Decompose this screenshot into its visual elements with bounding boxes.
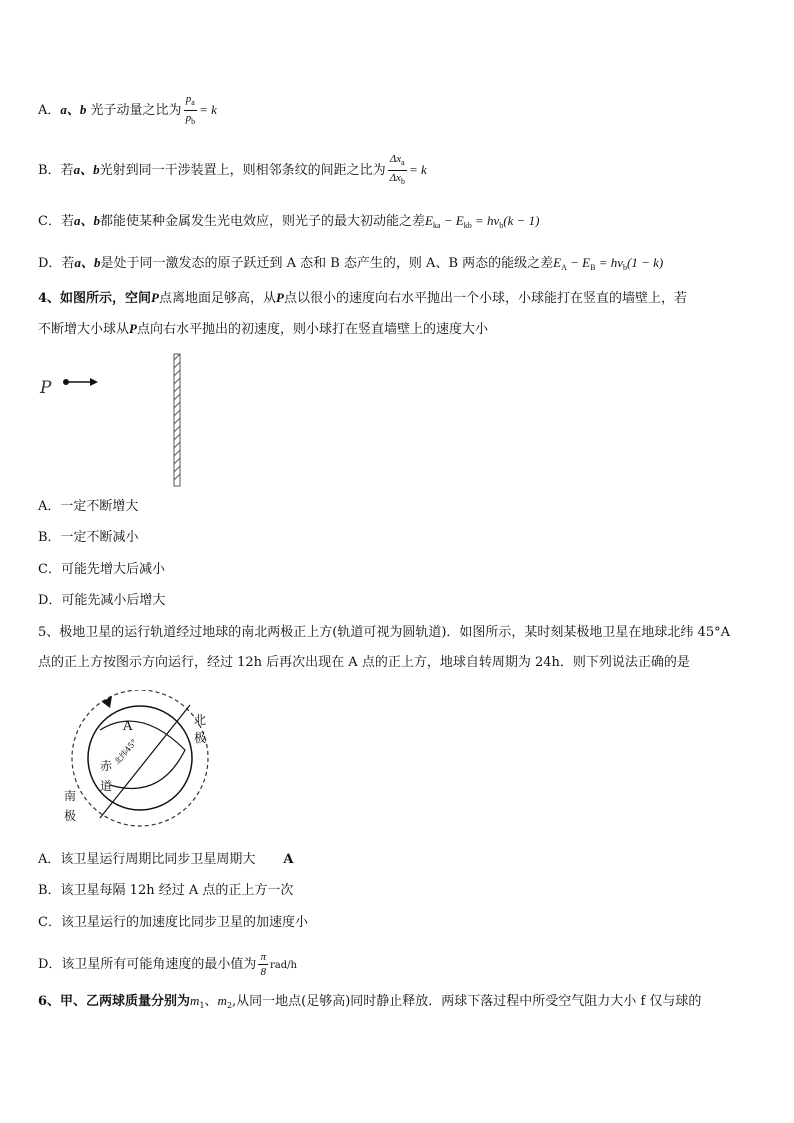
satellite-orbit [72, 690, 208, 826]
formula-mid: − E [440, 213, 464, 228]
q4-stem-part: 点向右水平抛出的初速度，则小球打在竖直墙壁上的速度大小 [136, 322, 488, 337]
frac-denominator: p [185, 112, 192, 124]
frac-numerator: p [185, 93, 192, 105]
label-south2: 极 [64, 809, 77, 823]
frac-denominator-sub: b [400, 177, 405, 186]
option-letters: a、b [73, 162, 100, 177]
formula-sub3: b [622, 263, 627, 272]
option-prefix: C．若 [38, 214, 74, 229]
arrow-head-icon [90, 378, 98, 386]
option-letters: a、b [60, 102, 87, 117]
separator: 、 [204, 994, 218, 1009]
q5-stem-line2: 点的正上方按图示方向运行，经过 12h 后再次出现在 A 点的正上方，地球自转周期为 24h．则下列说法正确的是 [38, 655, 690, 670]
q5-option-d [38, 950, 297, 979]
point-p-label: P [40, 378, 52, 398]
formula-tail: (1 − k) [626, 255, 664, 270]
mass-m2-sub: 2 [226, 1001, 233, 1010]
frac-numerator-sub: a [401, 158, 405, 167]
point-p: P [276, 290, 284, 305]
mass-m1: m [190, 993, 200, 1008]
q4-option-d: D．可能先减小后增大 [38, 593, 166, 608]
point-p: P [129, 321, 137, 336]
q3-option-d [38, 254, 663, 277]
label-north1: 北 [194, 713, 207, 727]
option-prefix: A． [38, 103, 61, 118]
formula-tail: (k − 1) [503, 213, 540, 228]
q3-option-b [38, 152, 427, 189]
option-text: 是处于同一激发态的原子跃迁到 A 态和 B 态产生的，则 A、B 两态的能级之差 [100, 256, 554, 271]
formula-sub1: A [561, 263, 567, 272]
frac-denominator: 8 [260, 966, 266, 978]
q4-stem-part: 不断增大小球从 [38, 322, 130, 337]
option-prefix: B．若 [38, 163, 74, 178]
momentum-ratio-fraction [184, 92, 198, 129]
formula-mid: − E [566, 255, 591, 270]
q4-stem-line1 [38, 289, 687, 308]
q6-stem-part: 6、甲、乙两球质量分别为 [38, 994, 191, 1009]
q4-option-c: C．可能先增大后减小 [38, 562, 165, 577]
option-text: D．该卫星所有可能角速度的最小值为 [38, 957, 257, 972]
q4-option-b: B．一定不断减小 [38, 530, 139, 545]
q5-option-b: B．该卫星每隔 12h 经过 A 点的正上方一次 [38, 883, 294, 898]
satellite-icon [102, 696, 112, 708]
frac-denominator-sub: b [191, 117, 196, 126]
formula-eq: = hν [471, 213, 500, 228]
formula-sub1: ka [432, 221, 441, 230]
q4-stem-part: 点离地面足够高，从 [159, 291, 277, 306]
level-formula [553, 255, 663, 270]
point-p: P [151, 290, 159, 305]
label-equator1: 赤 [100, 759, 113, 773]
label-south1: 南 [64, 789, 77, 803]
option-text: 都能使某种金属发生光电效应，则光子的最大初动能之差 [99, 214, 425, 229]
omega-fraction [258, 950, 268, 979]
q5-option-a [38, 851, 293, 869]
q4-stem-part: 点以很小的速度向右水平抛出一个小球，小球能打在竖直的墙壁上，若 [283, 291, 687, 306]
fringe-ratio-fraction [388, 152, 407, 189]
frac-numerator: π [260, 951, 266, 963]
frac-denominator: Δx [389, 172, 401, 184]
energy-formula [425, 213, 539, 228]
option-letters: a、b [74, 255, 101, 270]
formula-sub2: kb [463, 221, 472, 230]
q6-stem-part: ,从同一地点(足够高)同时静止释放．两球下落过程中所受空气阻力大小 f 仅与球的 [232, 994, 702, 1009]
q5-stem-line1: 5、极地卫星的运行轨道经过地球的南北两极正上方(轨道可视为圆轨道)．如图所示，某时刻某极地卫星在地球北纬 45°A [38, 625, 730, 640]
q4-stem-line2 [38, 320, 488, 339]
mass-m1-sub: 1 [199, 1001, 205, 1010]
option-text: 光射到同一干涉装置上，则相邻条纹的间距之比为 [99, 163, 386, 178]
q6-stem [38, 992, 701, 1015]
formula-sub2: B [590, 263, 596, 272]
option-prefix: D．若 [38, 256, 75, 271]
formula-sub3: b [499, 221, 504, 230]
equator-ellipse [100, 721, 185, 788]
q4-stem-part: 4、如图所示，空间 [38, 291, 152, 306]
q4-figure [34, 350, 194, 490]
option-letters: a、b [73, 213, 100, 228]
q3-option-c [38, 212, 539, 235]
option-text: A．该卫星运行周期比同步卫星周期大 [38, 852, 256, 867]
q5-figure [60, 690, 220, 830]
option-text: 光子动量之比为 [90, 103, 182, 118]
q5-option-c: C．该卫星运行的加速度比同步卫星的加速度小 [38, 915, 308, 930]
q3-option-a [38, 92, 217, 129]
label-a: A [123, 719, 133, 734]
label-equator2: 道 [100, 779, 113, 793]
unit: rad/h [269, 960, 297, 971]
q4-option-a: A．一定不断增大 [38, 499, 139, 514]
rhs: = k [199, 102, 217, 117]
formula-eq: = hν [595, 255, 623, 270]
formula-e: E [424, 213, 433, 228]
mass-m2: m [217, 993, 227, 1008]
frac-numerator-sub: a [191, 98, 195, 107]
formula-e: E [553, 255, 562, 270]
frac-numerator: Δx [389, 153, 402, 165]
rhs: = k [408, 162, 427, 177]
label-north2: 极 [194, 731, 207, 745]
answer-mark: A [283, 852, 294, 867]
label-latitude: 北纬45° [112, 737, 139, 767]
